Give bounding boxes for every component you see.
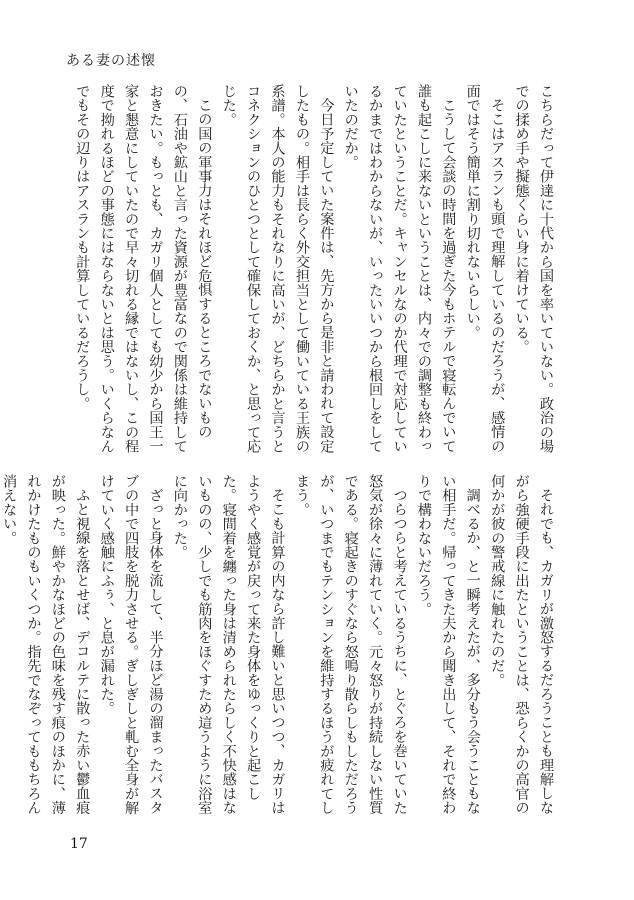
running-header: ある妻の述懐 xyxy=(66,53,156,69)
paragraph: ざっと身体を流して、半分ほど湯の溜まったバスタブの中で四肢を脱力させる。ぎしぎしと軋む全身が解けていく感触にふぅ、と息が漏れた。 xyxy=(98,474,164,815)
paragraph: それでも、カガリが激怒するだろうことも理解しながら強硬手段に出たということは、恐らくかの高官の何かが彼の警戒線に触れたのだ。 xyxy=(489,474,554,815)
paragraph: そこも計算の内なら許し難いと思いつつ、カガリはようやく感覚が戻って来た身体をゆっくりと起こした。寝間着を纏った身は清められたらしく不快感はないものの、少しでも筋肉をほぐすため這うように浴室に向かった。 xyxy=(171,474,286,815)
paragraph: この国の軍事力はそれほど危惧するところでないものの、石油や鉱山と言った資源が豊富なので関係は維持しておきたい。もっとも、カガリ個人としても幼少から国王一家と懇意にしていたので早々切れる縁ではないし、この程度で拗れるほどの事態にはならないとは思う。いくらなんでもその辺りはアスランも計算しているだろうし。 xyxy=(74,84,213,454)
lower-text-block xyxy=(1,474,558,824)
page-number: 17 xyxy=(70,836,88,852)
paragraph: 今日予定していた案件は、先方から是非と請われて設定したもの。相手は長らく外交担当として働いている王族の系譜。本人の能力もそれなりに高いが、どちらかと言うとコネクションのひとつとして確保しておくか、と思って応じた。 xyxy=(220,84,335,454)
paragraph: そこはアスランも頭で理解しているのだろうが、感情の面ではそう簡単に割り切れないらしい。 xyxy=(464,84,506,454)
paragraph: つらつらと考えているうちに、とぐろを巻いていた怒気が徐々に薄れていく。元々怒りが持続しない性質である。寝起きのすぐなら怒鳴り散らしもしただろうが、いつまでもテンションを維持するほうが疲れてしまう。 xyxy=(293,474,408,815)
paragraph: 調べるか、と一瞬考えたが、多分もう会うこともない相手だ。帰ってきた夫から聞き出して、それで終わりで構わないだろう。 xyxy=(415,474,481,815)
paragraph: こうして会談の時間を過ぎた今もホテルで寝転んでいて誰も起こしに来ないということは、内々での調整も終わっていたということだ。キャンセルなのか代理で対応しているかまではわからないが、いったいいつから根回しをしていたのだか。 xyxy=(342,84,457,454)
paragraph: こちらだって伊達に十代から国を率いていない。政治の場での揉め手や擬態くらい身に着けている。 xyxy=(513,84,554,454)
paragraph: ふと視線を落とせば、デコルテに散った赤い鬱血痕が映った。鮮やかなほどの色味を残す痕のほかに、薄れかけたものもいくつか。指先でなぞってももちろん消えない。 xyxy=(1,474,91,815)
upper-text-block xyxy=(74,84,558,460)
